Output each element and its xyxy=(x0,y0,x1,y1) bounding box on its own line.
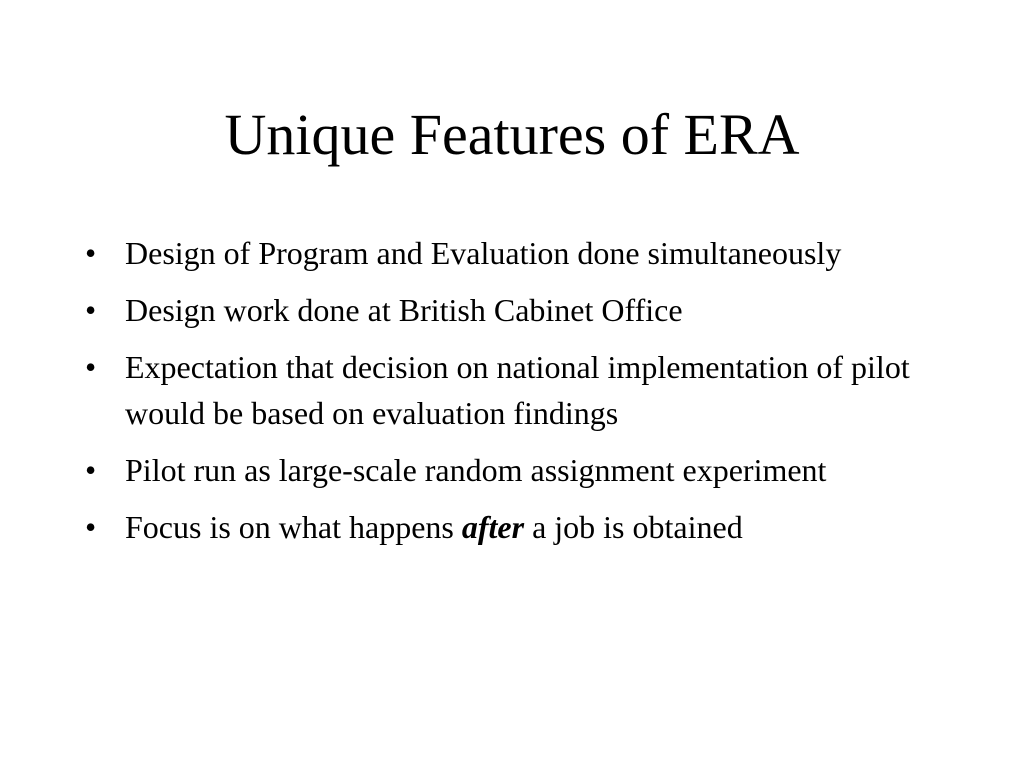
bullet-item xyxy=(85,287,965,333)
bullet-list xyxy=(85,230,965,561)
bullet-emphasis: after xyxy=(461,509,525,545)
bullet-marker: • xyxy=(85,452,97,488)
bullet-item xyxy=(85,447,965,493)
bullet-item xyxy=(85,344,965,436)
slide-title: Unique Features of ERA xyxy=(224,102,800,167)
bullet-text: Design work done at British Cabinet Office xyxy=(125,292,683,328)
bullet-marker: • xyxy=(85,235,97,271)
bullet-text-after: a job is obtained xyxy=(524,509,743,545)
bullet-text: Pilot run as large-scale random assignment experiment xyxy=(125,452,827,488)
bullet-text: Expectation that decision on national implementation of pilot would be based on evaluation findings xyxy=(125,349,910,431)
bullet-text-before: Focus is on what happens xyxy=(125,509,462,545)
bullet-text: Design of Program and Evaluation done simultaneously xyxy=(125,235,842,271)
bullet-marker: • xyxy=(85,349,97,385)
bullet-marker: • xyxy=(85,292,97,328)
bullet-marker: • xyxy=(85,509,97,545)
bullet-text xyxy=(125,509,743,545)
bullet-item xyxy=(85,230,965,276)
bullet-item xyxy=(85,504,965,550)
